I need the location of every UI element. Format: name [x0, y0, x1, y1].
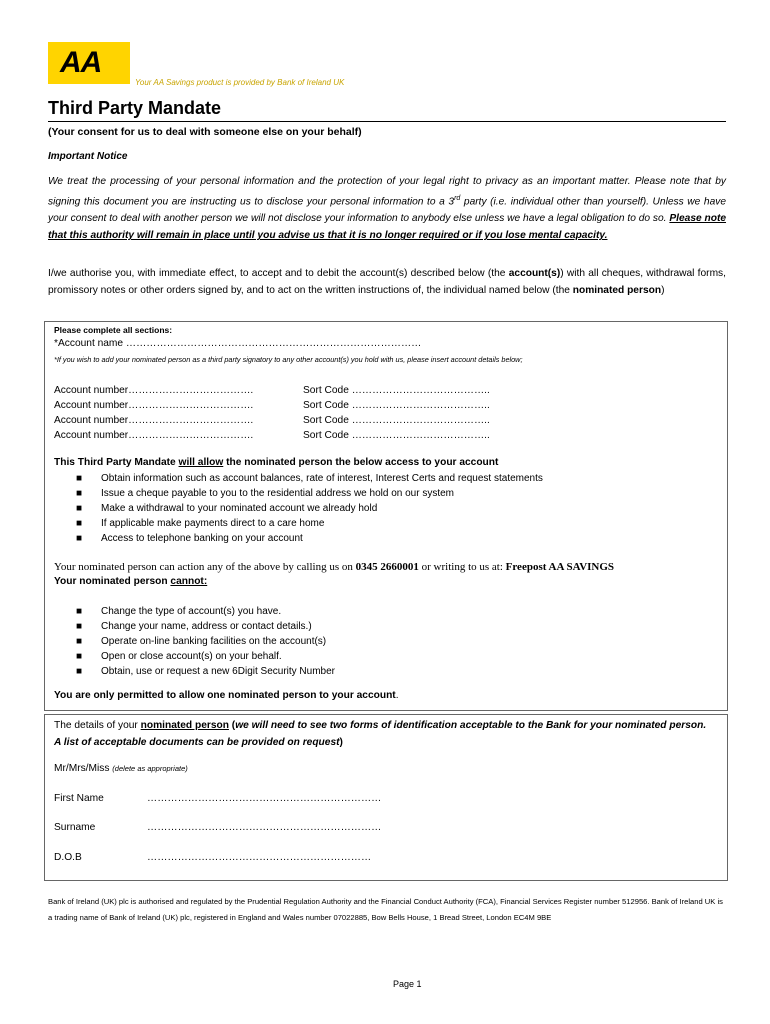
one-person-notice	[54, 690, 399, 701]
title-label: Mr/Mrs/Miss	[54, 763, 110, 774]
cannot-heading-a: Your nominated person	[54, 576, 171, 587]
title-divider	[48, 121, 726, 122]
sort-code-field[interactable]: Sort Code …………………………………..	[303, 385, 490, 396]
bullet-icon: ■	[76, 488, 83, 499]
bullet-icon: ■	[76, 651, 83, 662]
title-hint: (delete as appropriate)	[112, 764, 188, 773]
authorise-text-b: ) with all cheques, withdrawal forms, promissory notes or other orders signed by, and to act on the written instructions of, the individual named below (the	[48, 268, 726, 296]
calling-text-b: or writing to us at:	[418, 561, 506, 573]
account-number-column	[54, 383, 253, 443]
calling-text-a: Your nominated person can action any of the above by calling us on	[54, 561, 356, 573]
list-item	[76, 604, 716, 619]
intro-nominated-person: nominated person	[140, 720, 229, 731]
sort-code-field[interactable]: Sort Code …………………………………..	[303, 400, 490, 411]
notice-text-a: We treat the processing of your personal information and the protection of your legal right to privacy as an important matter. Please note that by signing this document you are instructing us to disclose your personal information to a 3	[48, 176, 726, 208]
bullet-icon: ■	[76, 606, 83, 617]
list-item-text: Make a withdrawal to your nominated account we already hold	[101, 503, 378, 514]
account-number-field[interactable]: Account number……………………………….	[54, 385, 254, 396]
page-title: Third Party Mandate	[48, 98, 222, 118]
page-number: Page 1	[393, 979, 422, 989]
allow-heading-underlined: will allow	[178, 457, 224, 468]
allow-heading	[54, 457, 498, 468]
title-field[interactable]	[54, 763, 188, 774]
intro-paren-close: )	[339, 737, 343, 748]
intro-paren-open: (	[228, 720, 236, 731]
list-item-text: Change your name, address or contact details.)	[101, 621, 312, 632]
sort-code-column	[303, 383, 490, 443]
cannot-heading-underlined: cannot:	[170, 576, 208, 587]
list-item	[76, 501, 716, 516]
logo-text: AA	[60, 46, 102, 79]
notice-emphasis: Please note that this authority will remain in place until you advise us that it is no longer required or if you lose mental capacity.	[48, 213, 727, 242]
account-number-field[interactable]: Account number……………………………….	[54, 415, 254, 426]
bullet-icon: ■	[76, 621, 83, 632]
allow-list	[76, 471, 716, 546]
one-person-text: You are only permitted to allow one nominated person to your account	[54, 690, 396, 701]
surname-field[interactable]: ……………………………………………………………	[147, 822, 382, 833]
bullet-icon: ■	[76, 473, 83, 484]
complete-sections-heading: Please complete all sections:	[54, 325, 173, 335]
phone-number: 0345 2660001	[355, 561, 419, 573]
dob-label: D.O.B	[54, 852, 82, 863]
dob-field[interactable]: …………………………………………………………	[147, 852, 372, 863]
list-item-text: Change the type of account(s) you have.	[101, 606, 282, 617]
one-person-end: .	[395, 690, 399, 701]
intro-id-requirement: we will need to see two forms of identification acceptable to the Bank for your nominated person. A list of acceptable documents can be provided on request	[54, 720, 707, 748]
list-item	[76, 619, 716, 634]
first-name-label: First Name	[54, 793, 104, 804]
notice-text-b: party (i.e. individual other than yourself). Unless we have your consent to deal with another person we will not disclose your information to anybody else unless we have a legal obligation to do so.	[48, 196, 727, 225]
allow-heading-a: This Third Party Mandate	[54, 457, 179, 468]
bullet-icon: ■	[76, 666, 83, 677]
bullet-icon: ■	[76, 533, 83, 544]
authorise-bold-nominated: nominated person	[572, 285, 662, 296]
list-item	[76, 486, 716, 501]
aa-logo	[48, 42, 130, 84]
authorise-paragraph	[48, 265, 726, 299]
intro-text-a: The details of your	[54, 720, 141, 731]
account-number-field[interactable]: Account number……………………………….	[54, 430, 254, 441]
list-item-text: Issue a cheque payable to you to the residential address we hold on our system	[101, 488, 454, 499]
bullet-icon: ■	[76, 518, 83, 529]
cannot-heading	[54, 576, 207, 587]
account-number-field[interactable]: Account number……………………………….	[54, 400, 254, 411]
list-item	[76, 516, 716, 531]
bullet-icon: ■	[76, 636, 83, 647]
regulatory-footer: Bank of Ireland (UK) plc is authorised and regulated by the Prudential Regulation Authority and the Financial Conduct Authority (FCA), Financial Services Register number 512956. Bank of Ireland UK is a trading name of Bank of Ireland (UK) plc, registered in England and Wales number 07022885, Bow Bells House, 1 Bread Street, London EC4M 9BE	[48, 897, 723, 922]
list-item	[76, 471, 716, 486]
list-item-text: Operate on-line banking facilities on the account(s)	[101, 636, 327, 647]
surname-label: Surname	[54, 822, 96, 833]
cannot-list	[76, 604, 716, 679]
signatory-note: *If you wish to add your nominated person as a third party signatory to any other account(s) you hold with us, please insert account details below;	[54, 355, 523, 364]
authorise-bold-accounts: account(s)	[508, 268, 561, 279]
account-name-field[interactable]: *Account name ……………………………………………………………………………	[54, 338, 422, 349]
notice-heading: Important Notice	[48, 151, 128, 162]
calling-instructions	[54, 561, 614, 573]
list-item	[76, 649, 716, 664]
notice-sup: rd	[454, 195, 461, 202]
list-item-text: Obtain information such as account balances, rate of interest, Interest Certs and request statements	[101, 473, 543, 484]
tagline: Your AA Savings product is provided by Bank of Ireland UK	[135, 78, 345, 87]
consent-subtitle: (Your consent for us to deal with someone else on your behalf)	[48, 126, 362, 138]
sort-code-field[interactable]: Sort Code …………………………………..	[303, 430, 490, 441]
allow-heading-b: the nominated person the below access to your account	[223, 457, 499, 468]
bullet-icon: ■	[76, 503, 83, 514]
authorise-text-c: )	[661, 285, 665, 296]
first-name-field[interactable]: ……………………………………………………………	[147, 793, 382, 804]
authorise-text-a: I/we authorise you, with immediate effect, to accept and to debit the account(s) described below (the	[48, 268, 509, 279]
notice-paragraph	[48, 173, 726, 244]
list-item	[76, 531, 716, 546]
list-item	[76, 664, 716, 679]
list-item-text: Access to telephone banking on your account	[101, 533, 303, 544]
list-item-text: If applicable make payments direct to a care home	[101, 518, 325, 529]
sort-code-field[interactable]: Sort Code …………………………………..	[303, 415, 490, 426]
list-item-text: Open or close account(s) on your behalf.	[101, 651, 282, 662]
list-item	[76, 634, 716, 649]
nominated-intro	[54, 717, 714, 751]
list-item-text: Obtain, use or request a new 6Digit Security Number	[101, 666, 335, 677]
freepost-address: Freepost AA SAVINGS	[505, 561, 615, 573]
